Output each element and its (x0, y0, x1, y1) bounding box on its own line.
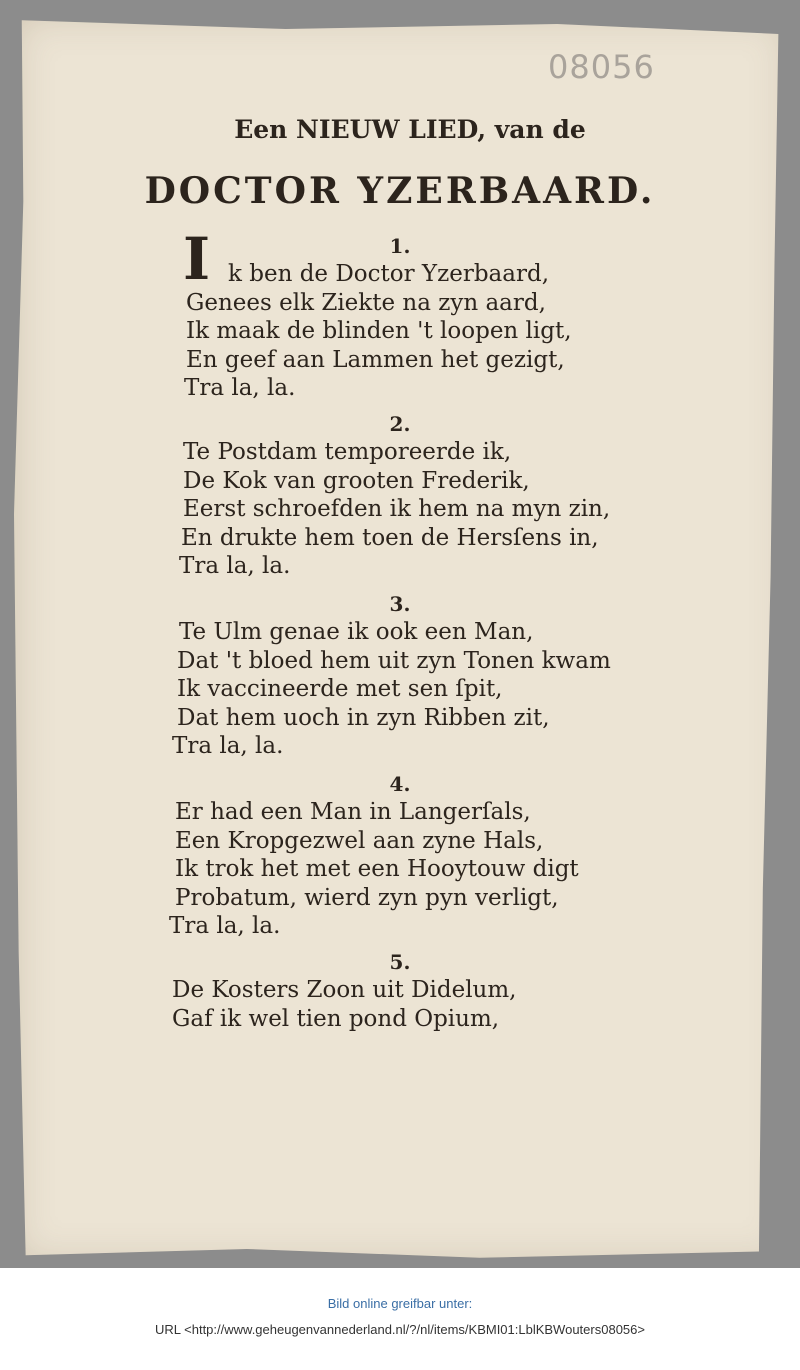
verse-line: Ik maak de blinden 't loopen ligt, (186, 318, 572, 344)
verse-line: Genees elk Ziekte na zyn aard, (186, 289, 546, 316)
verse-line: De Kok van grooten Frederik, (183, 467, 530, 494)
verse-line: En geef aan Lammen het gezigt, (186, 346, 565, 373)
online-caption: Bild online greifbar unter: (327, 1296, 473, 1311)
refrain-line: Tra la, la. (184, 375, 296, 401)
refrain-line: Tra la, la. (169, 913, 281, 939)
verse-line: Te Ulm genae ik ook een Man, (179, 619, 534, 645)
stanza-number: 3. (389, 592, 411, 616)
stanza-number: 2. (389, 412, 411, 436)
stanza-2 (0, 410, 800, 581)
verse-line: Ik vaccineerde met sen ſpit, (177, 676, 503, 702)
verse-line: Te Postdam temporeerde ik, (183, 439, 512, 465)
stanza-3 (0, 590, 800, 761)
drop-cap: I (183, 225, 211, 293)
verse-line: Ik trok het met een Hooytouw digt (175, 856, 579, 882)
song-title-line1: Een NIEUW LIED, van de (234, 115, 586, 144)
verse-line: Dat hem uoch in zyn Ribben zit, (177, 704, 550, 731)
verse-line: Gaf ik wel tien pond Opium, (172, 1005, 500, 1032)
stanza-number: 4. (389, 772, 411, 796)
verse-line: De Kosters Zoon uit Didelum, (172, 977, 517, 1003)
verse-line: Er had een Man in Langerſals, (175, 799, 531, 825)
verse-line: k ben de Doctor Yzerbaard, (228, 261, 550, 287)
stanza-number: 1. (389, 234, 411, 258)
stanza-number: 5. (389, 950, 411, 974)
verse-line: En drukte hem toen de Hersſens in, (181, 524, 599, 551)
verse-line: Dat 't bloed hem uit zyn Tonen kwam (177, 647, 611, 674)
stanza-5 (0, 948, 800, 1033)
verse-line: Een Kropgezwel aan zyne Hals, (175, 827, 544, 854)
song-title-line2: DOCTOR YZERBAARD. (144, 170, 656, 212)
verse-line: Eerst schroefden ik hem na myn zin, (183, 496, 611, 522)
refrain-line: Tra la, la. (179, 553, 291, 579)
verse-line: Probatum, wierd zyn pyn verligt, (175, 884, 559, 911)
stanza-1 (0, 225, 800, 403)
refrain-line: Tra la, la. (172, 733, 284, 759)
archive-stamp: 08056 (548, 48, 655, 86)
stanza-4 (0, 770, 800, 941)
source-url: URL <http://www.geheugenvannederland.nl/?/nl/items/KBMI01:LblKBWouters08056> (155, 1322, 645, 1337)
